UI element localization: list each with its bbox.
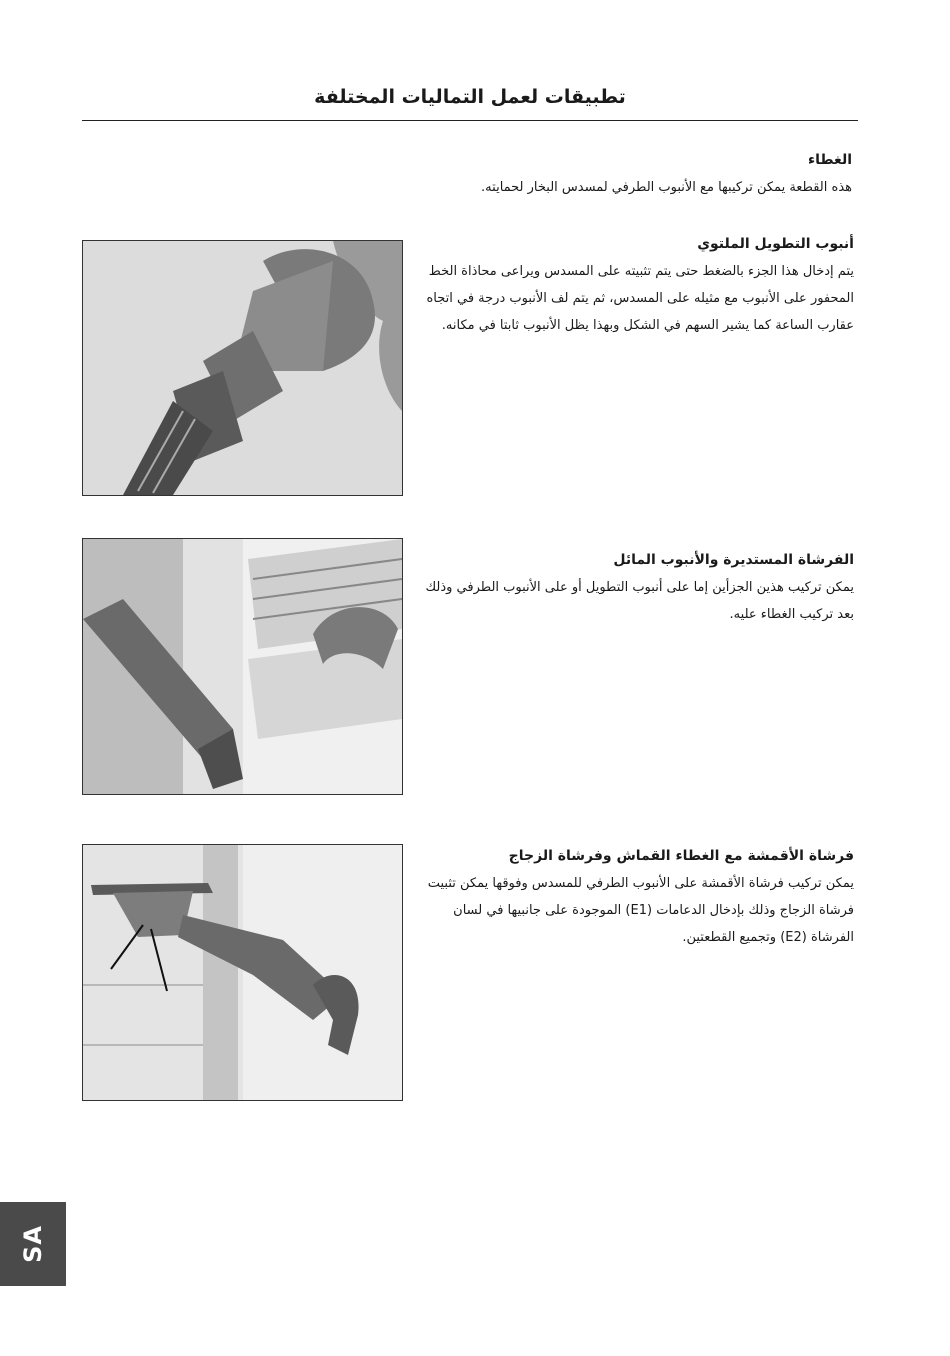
figure-round-brush xyxy=(82,538,403,795)
round-brush-title: الفرشاة المستديرة والأنبوب المائل xyxy=(613,552,854,568)
section-extension-tube xyxy=(418,236,854,339)
round-brush-body: يمكن تركيب هذين الجزأين إما على أنبوب التطويل أو على الأنبوب الطرفي وذلك بعد تركيب الغطاء عليه. xyxy=(425,580,854,622)
section-fabric-brush xyxy=(418,848,854,951)
page-title: تطبيقات لعمل التماليات المختلفة xyxy=(314,86,626,108)
title-rule xyxy=(82,120,858,121)
section-round-brush xyxy=(418,552,854,628)
language-tab-label: SA xyxy=(19,1225,47,1263)
language-tab xyxy=(0,1202,66,1286)
cover-title: الغطاء xyxy=(807,152,852,168)
extension-tube-body: يتم إدخال هذا الجزء بالضغط حتى يتم تثبيته على المسدس ويراعى محاذاة الخط المحفور على الأنبوب مع مثيله على المسدس، ثم يتم لف الأنبوب درجة في اتجاه عقارب الساعة كما يشير السهم في الشكل وبهذا يظل الأنبوب ثابتا في مكانه. xyxy=(426,264,854,333)
extension-tube-illustration xyxy=(83,241,402,495)
figure-extension-tube xyxy=(82,240,403,496)
extension-tube-title: أنبوب التطويل الملتوي xyxy=(697,236,854,252)
fabric-brush-body: يمكن تركيب فرشاة الأقمشة على الأنبوب الطرفي للمسدس وفوقها يمكن تثبيت فرشاة الزجاج وذلك بإدخال الدعامات (E1) الموجودة على جانبيها في لسان الفرشاة (E2) وتجميع القطعتين. xyxy=(427,876,854,945)
fabric-brush-title: فرشاة الأقمشة مع الغطاء القماش وفرشاة الزجاج xyxy=(508,848,854,864)
fabric-brush-illustration xyxy=(83,845,402,1100)
section-cover xyxy=(300,152,852,201)
round-brush-illustration xyxy=(83,539,402,794)
figure-fabric-brush xyxy=(82,844,403,1101)
cover-body: هذه القطعة يمكن تركيبها مع الأنبوب الطرفي لمسدس البخار لحمايته. xyxy=(481,180,852,195)
